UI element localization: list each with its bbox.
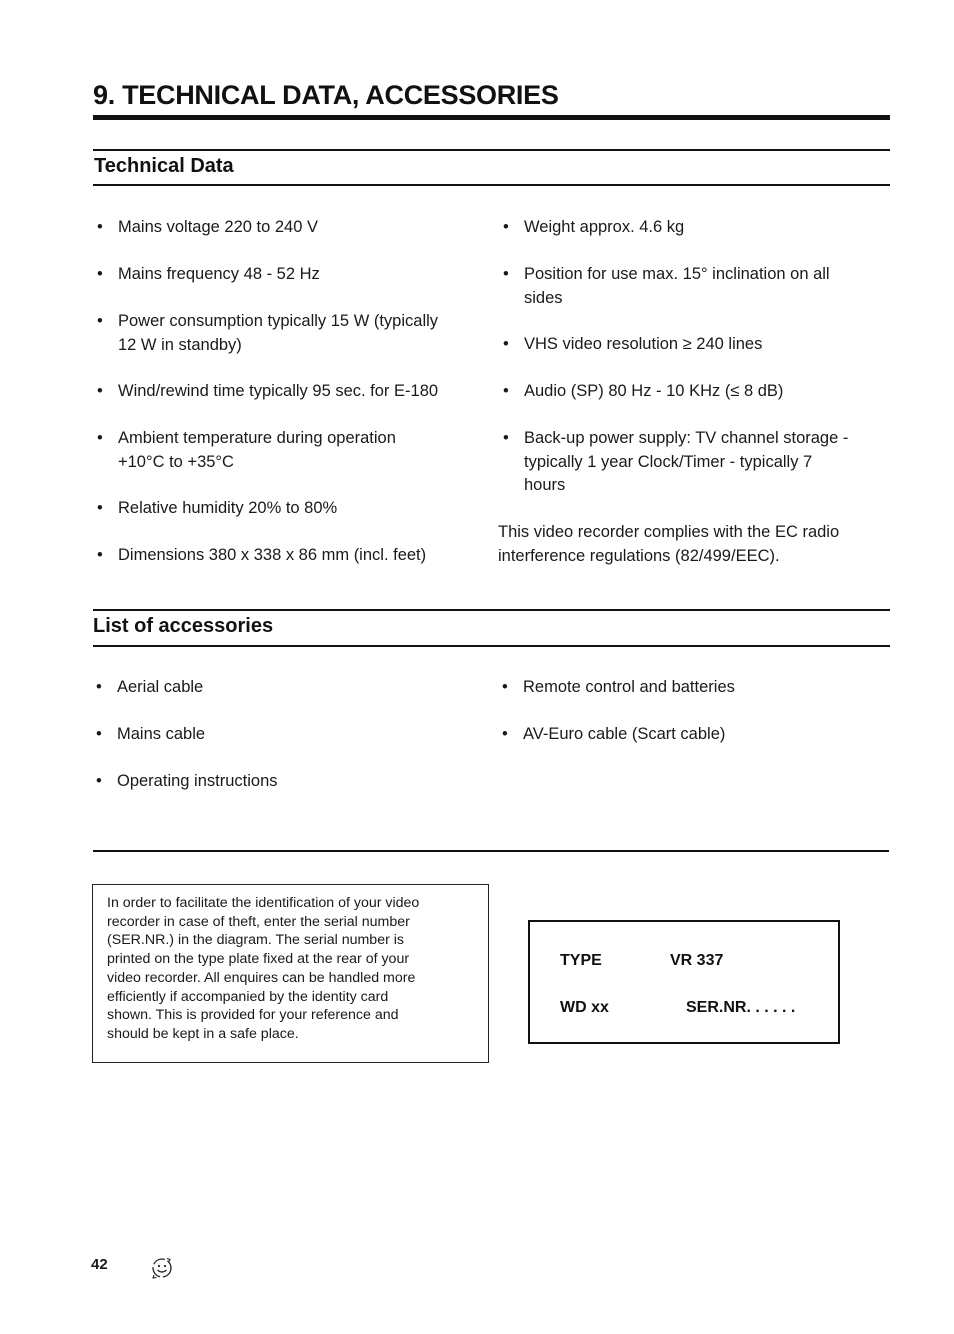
list-item: • Mains frequency 48 - 52 Hz: [118, 263, 320, 287]
bullet-icon: •: [97, 312, 103, 330]
section-bottom-rule: [93, 184, 890, 186]
type-value: VR 337: [670, 952, 724, 969]
recycle-smiley-icon: [148, 1255, 176, 1286]
bullet-icon: •: [96, 678, 102, 696]
list-item: • Back-up power supply: TV channel storage - typically 1 year Clock/Timer - typically 7 hours: [503, 429, 849, 494]
bullet-icon: •: [96, 772, 102, 790]
section-top-rule: [93, 609, 890, 611]
bullet-icon: •: [502, 725, 508, 743]
list-item: • Power consumption typically 15 W (typically 12 W in standby): [97, 312, 439, 354]
section-title-technical-data: Technical Data: [94, 155, 234, 177]
list-item: • Ambient temperature during operation +10°C to +35°C: [97, 429, 396, 471]
list-item: • Dimensions 380 x 338 x 86 mm (incl. feet): [118, 544, 426, 568]
list-item: • Mains cable: [117, 723, 205, 747]
serial-number-field[interactable]: SER.NR. . . . . .: [686, 999, 796, 1016]
list-item: • Mains voltage 220 to 240 V: [118, 216, 318, 240]
bullet-icon: •: [97, 546, 103, 564]
list-item: • Operating instructions: [117, 770, 278, 794]
section-top-rule: [93, 149, 890, 151]
list-item: • VHS video resolution ≥ 240 lines: [524, 333, 762, 357]
list-item: • AV-Euro cable (Scart cable): [523, 723, 725, 747]
list-item: • Wind/rewind time typically 95 sec. for E-180: [118, 380, 438, 404]
bullet-icon: •: [502, 678, 508, 696]
bullet-icon: •: [97, 499, 103, 517]
section-title-accessories: List of accessories: [93, 615, 274, 637]
identity-card: [528, 920, 840, 1044]
bullet-icon: •: [97, 265, 103, 283]
compliance-statement: This video recorder complies with the EC radio interference regulations (82/499/EEC).: [498, 523, 840, 565]
bullet-icon: •: [503, 218, 509, 236]
list-item: • Position for use max. 15° inclination on all sides: [503, 265, 830, 307]
list-item: • Aerial cable: [117, 676, 203, 700]
bullet-icon: •: [97, 218, 103, 236]
title-underline: [93, 115, 890, 120]
bullet-icon: •: [97, 429, 103, 447]
list-item: • Weight approx. 4.6 kg: [524, 216, 684, 240]
divider: [93, 850, 889, 852]
list-item: • Audio (SP) 80 Hz - 10 KHz (≤ 8 dB): [524, 380, 783, 404]
list-item: • Remote control and batteries: [523, 676, 735, 700]
bullet-icon: •: [96, 725, 102, 743]
section-bottom-rule: [93, 645, 890, 647]
page-title: 9. TECHNICAL DATA, ACCESSORIES: [93, 80, 559, 110]
type-label: TYPE: [560, 952, 602, 969]
bullet-icon: •: [503, 265, 509, 283]
identification-notice: In order to facilitate the identification of your video recorder in case of theft, enter the serial number (SER.NR.) in the diagram. The serial number is printed on the type plate fixed at the rear of your video recorder. All enquires can be handled more efficiently if accompanied by the identity card shown. This is provided for your reference and should be kept in a safe place.: [92, 884, 489, 1063]
list-item: • Relative humidity 20% to 80%: [118, 497, 337, 521]
bullet-icon: •: [503, 382, 509, 400]
wd-label: WD xx: [560, 999, 609, 1016]
page-number: 42: [91, 1256, 108, 1273]
bullet-icon: •: [503, 429, 509, 447]
bullet-icon: •: [97, 382, 103, 400]
bullet-icon: •: [503, 335, 509, 353]
